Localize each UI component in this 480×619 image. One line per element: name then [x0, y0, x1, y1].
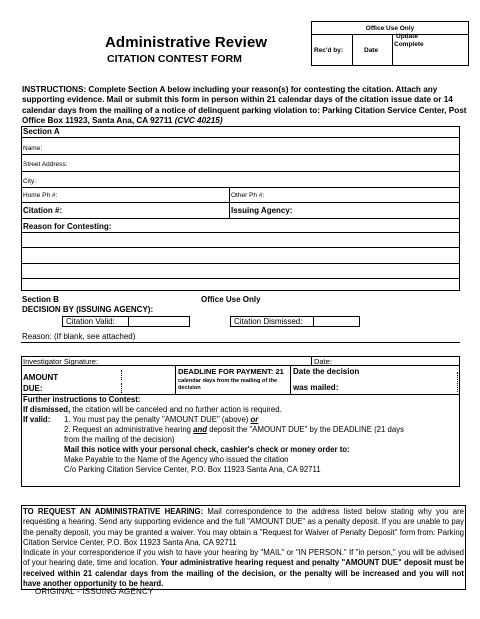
- citation-field[interactable]: [22, 218, 459, 219]
- decision-label: DECISION BY (ISSUING AGENCY):: [22, 304, 154, 314]
- mail-instruction: Mail this notice with your personal check, cashier's check or money order to:: [64, 445, 350, 454]
- amount-label-1: AMOUNT: [23, 373, 59, 382]
- agency-label: Issuing Agency:: [231, 206, 293, 215]
- step2-text-a: 2. Request an administrative hearing: [64, 425, 191, 434]
- reason-blank-note: Reason: (If blank, see attached): [22, 332, 136, 341]
- citation-dismissed-label: Citation Dismissed:: [234, 317, 303, 326]
- investigator-date-label: Date:: [314, 357, 332, 366]
- hearing-heading: TO REQUEST AN ADMINISTRATIVE HEARING:: [23, 507, 204, 516]
- city-label: City:: [23, 178, 36, 185]
- section-b-office-use: Office Use Only: [201, 295, 261, 304]
- citation-dismissed-box[interactable]: [230, 316, 360, 327]
- street-field[interactable]: [22, 171, 459, 172]
- investigator-label: Investigator Signature:: [23, 357, 99, 366]
- further-heading: Further instructions to Contest:: [23, 395, 141, 404]
- hearing-text-1: Mail correspondence to the address listed below stating why you are requesting a hearing. Send any supporting evidence and the full "AMOUNT DUE" as a penalty deposit. If you are unable to pay the penalty deposit, you may be granted a waiver. You may obtain a "Request for Waiver of Penalty Deposit" form from: Parking Citation Service Center, P.O. Box 11923 Santa Ana, CA 92711: [23, 507, 465, 547]
- payable-instruction: Make Payable to the Name of the Agency who issued the citation: [64, 455, 289, 464]
- city-field[interactable]: [22, 187, 459, 188]
- deadline-label: DEADLINE FOR PAYMENT: 21: [178, 367, 284, 376]
- recd-by-cell: [312, 34, 353, 65]
- amount-row: [21, 366, 460, 395]
- update-label: Update: [396, 33, 419, 40]
- section-a: [21, 126, 460, 291]
- step2-text-b: deposit the "AMOUNT DUE" by the DEADLINE (21 days: [209, 425, 404, 434]
- hearing-request-box: [21, 505, 466, 590]
- date-cell: [352, 34, 393, 65]
- further-instructions: [21, 395, 460, 487]
- reason-label: Reason for Contesting:: [23, 222, 112, 231]
- deadline-sub-label-2: decision: [178, 385, 201, 391]
- name-field[interactable]: [22, 154, 459, 155]
- hearing-paragraph-1: [23, 507, 464, 548]
- citation-valid-box[interactable]: [62, 316, 190, 327]
- step1-text: 1. You must pay the penalty "AMOUNT DUE" (above): [64, 415, 249, 424]
- office-use-heading: Office Use Only: [312, 23, 468, 35]
- name-label: Name:: [23, 145, 43, 152]
- section-a-title: Section A: [23, 127, 60, 136]
- form-title: Administrative Review: [105, 34, 268, 51]
- step1-or: or: [250, 415, 259, 424]
- hearing-paragraph-2: [23, 548, 464, 589]
- reason-line[interactable]: [21, 342, 460, 343]
- citation-label: Citation #:: [23, 206, 63, 215]
- home-phone-label: Home Ph #:: [23, 192, 58, 199]
- hearing-text-2a: Indicate in your correspondence if you wish to have your hearing by "MAIL" or "IN PERSON." If "in person," you will be advised of your hearing date, time and location.: [23, 548, 464, 568]
- valid-label: If valid:: [23, 415, 51, 424]
- instructions-code: (CVC 40215): [174, 116, 223, 126]
- section-b-title: Section B: [22, 295, 59, 304]
- citation-valid-label: Citation Valid:: [66, 317, 115, 326]
- deadline-sub-label: calendar days from the mailing of the: [178, 378, 278, 384]
- dismissed-label: If dismissed,: [23, 405, 71, 414]
- step2-text-c: from the mailing of the decision): [64, 435, 175, 444]
- amount-due-label: [23, 372, 58, 394]
- phone-field[interactable]: [22, 202, 459, 203]
- instructions: [22, 85, 468, 127]
- dismissed-text: the citation will be canceled and no further action is required.: [72, 405, 282, 414]
- office-use-box: [311, 21, 469, 66]
- mail-address: C/o Parking Citation Service Center, P.O. Box 11923 Santa Ana, CA 92711: [64, 465, 321, 474]
- form-subtitle: CITATION CONTEST FORM: [107, 53, 242, 65]
- update-complete-cell: [392, 34, 434, 65]
- dismissed-divider: [313, 316, 314, 327]
- date-label: Date: [364, 47, 379, 54]
- complete-label: Complete: [394, 41, 424, 48]
- other-phone-label: Other Ph #:: [231, 192, 265, 199]
- amount-label-2: DUE:: [23, 384, 43, 393]
- instructions-text: INSTRUCTIONS: Complete Section A below including your reason(s) for contesting the citation. Attach any supporting evidence. Mail or submit this form in person within 21 calendar days of the citation issue date or 14 calendar days from the mailing of a notice of delinquent parking violation to: Parking Citation Service Center, Post Office Box 11923, Santa Ana, CA 92711: [22, 85, 467, 126]
- was-mailed-label: was mailed:: [293, 383, 339, 392]
- valid-divider: [128, 316, 129, 327]
- date-decision-label: Date the decision: [293, 367, 360, 376]
- step2-and: and: [193, 425, 208, 434]
- hearing-text-2b: Your administrative hearing request and penalty "AMOUNT DUE" deposit must be received within 21 calendar days from the mailing of the decision, or the penalty will be increased and you will not have another opportunity to be heard.: [23, 558, 464, 589]
- recd-by-label: Rec'd by:: [314, 47, 343, 54]
- investigator-row: [21, 356, 460, 366]
- form-footer: ORIGINAL - ISSUING AGENCY: [35, 587, 154, 596]
- street-label: Street Address:: [23, 161, 68, 168]
- section-b-heading: [22, 295, 153, 314]
